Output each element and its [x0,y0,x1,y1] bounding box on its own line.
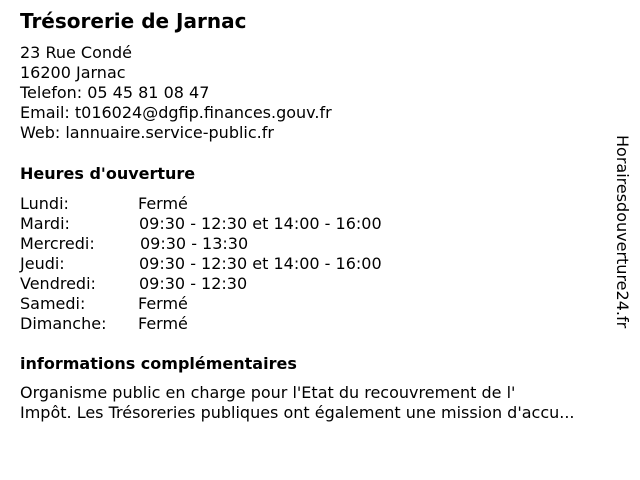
day-label: Dimanche: [20,314,107,333]
contact-block [20,43,332,143]
hours-row-jeudi [20,254,580,274]
hours-row-dimanche [20,314,580,334]
day-label: Mercredi: [20,234,95,253]
hours-row-mardi [20,214,580,234]
hours-row-lundi [20,194,580,214]
day-hours: 09:30 - 12:30 et 14:00 - 16:00 [139,254,382,273]
day-hours: 09:30 - 12:30 [139,274,248,293]
email-line: Email: t016024@dgfip.finances.gouv.fr [20,103,332,122]
info-line: Organisme public en charge pour l'Etat du recouvrement de l' [20,383,516,402]
day-hours: Fermé [138,294,188,313]
day-hours: Fermé [138,314,188,333]
opening-hours-table [20,194,580,334]
additional-info-heading: informations complémentaires [20,354,297,373]
hours-row-samedi [20,294,580,314]
phone-line: Telefon: 05 45 81 08 47 [20,83,210,102]
day-label: Vendredi: [20,274,96,293]
day-label: Mardi: [20,214,70,233]
day-label: Samedi: [20,294,86,313]
opening-hours-heading: Heures d'ouverture [20,164,196,183]
additional-info-text [20,383,625,423]
day-label: Jeudi: [20,254,65,273]
day-hours: 09:30 - 13:30 [140,234,249,253]
hours-row-vendredi [20,274,580,294]
day-hours: Fermé [138,194,188,213]
page-title: Trésorerie de Jarnac [20,9,247,33]
day-hours: 09:30 - 12:30 et 14:00 - 16:00 [139,214,382,233]
site-watermark: Horairesdouverture24.fr [613,135,632,329]
day-label: Lundi: [20,194,69,213]
info-line: Impôt. Les Trésoreries publiques ont également une mission d'accu... [20,403,575,422]
address-city: 16200 Jarnac [20,63,126,82]
address-street: 23 Rue Condé [20,43,133,62]
hours-row-mercredi [20,234,580,254]
web-line: Web: lannuaire.service-public.fr [20,123,274,142]
